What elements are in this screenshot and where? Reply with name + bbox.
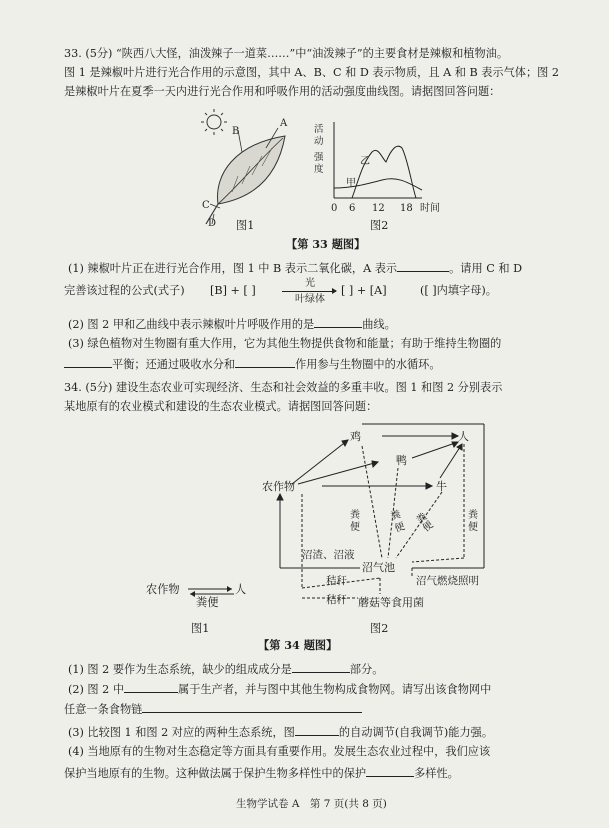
fig2-ylabel-3: 度 bbox=[314, 164, 324, 175]
q34-figure-title: 【第 34 题图】 bbox=[258, 638, 338, 652]
q34-fig1-caption: 图1 bbox=[191, 622, 210, 635]
fig2-xtick-18: 18 bbox=[400, 203, 413, 214]
fig2-xtick-6: 6 bbox=[349, 203, 356, 214]
formula-left: [B] + [ ] bbox=[210, 284, 256, 297]
q34-sub2-text-b: 属于生产者，并与图中其他生物构成食物网。请写出该食物网中 bbox=[178, 683, 492, 696]
q34-sub3-text-a: (3) 比较图 1 和图 2 对应的两种生态系统，图 bbox=[68, 726, 295, 739]
q34-fig2-caption: 图2 bbox=[370, 622, 389, 635]
fig2-xlabel: 时间 bbox=[420, 203, 440, 214]
fig2-node-human: 人 bbox=[458, 430, 469, 443]
fig2-ylabel-0: 活 bbox=[314, 124, 324, 135]
q34-sub2-text-a: (2) 图 2 中 bbox=[68, 683, 125, 696]
fig2-label-light: 沼气燃烧照明 bbox=[416, 575, 479, 587]
q34-sub4-text-c: 多样性。 bbox=[414, 767, 459, 780]
q33-sub1-line bbox=[68, 260, 522, 276]
fig2-label-dung-2a: 粪 bbox=[389, 509, 403, 523]
formula-arrow-top: 光 bbox=[305, 278, 315, 289]
q34-fig1-crop: 农作物 bbox=[146, 583, 180, 596]
q33-sub1-answer-blank[interactable] bbox=[397, 260, 449, 272]
q34-fig1-human: 人 bbox=[235, 583, 247, 596]
q34-sub4-answer-blank[interactable] bbox=[366, 765, 414, 777]
q33-sub1-text-a: (1) 辣椒叶片正在进行光合作用，图 1 中 B 表示二氧化碳，A 表示 bbox=[68, 262, 398, 275]
fig2-label-slag: 沼渣、沼液 bbox=[302, 549, 355, 561]
leaf-label-b: B bbox=[232, 126, 240, 137]
q34-sub4-text-b: 保护当地原有的生物。这种做法属于保护生物多样性中的保护 bbox=[64, 767, 367, 780]
fig2-node-mushroom: 蘑菇等食用菌 bbox=[358, 596, 424, 609]
q33-sub3-text-a: (3) 绿色植物对生物圈有重大作用，它为其他生物提供食物和能量；有助于维持生物圈的 bbox=[68, 337, 502, 350]
fig2-node-biogas: 沼气池 bbox=[362, 561, 395, 574]
q34-sub3-text-b: 的自动调节(自我调节)能力强。 bbox=[338, 726, 494, 739]
page-footer: 生物学试卷 A 第 7 页(共 8 页) bbox=[236, 798, 387, 810]
fig2-label-straw-1: 秸秆 bbox=[326, 575, 347, 587]
q33-fig2-caption: 图2 bbox=[370, 219, 389, 232]
fig2-label-dung-1a: 粪 bbox=[350, 510, 360, 521]
q34-sub4-text-a: (4) 当地原有的生物对生态稳定等方面具有重要作用。发展生态农业过程中，我们应该 bbox=[68, 745, 491, 758]
leaf-label-c: C bbox=[202, 200, 210, 211]
fig2-node-cow: 牛 bbox=[436, 480, 447, 493]
q33-sub2-line bbox=[68, 316, 396, 332]
q34-fig1-dung: 粪便 bbox=[196, 596, 219, 609]
sun-icon bbox=[201, 109, 227, 135]
q34-head: 34. (5分) 建设生态农业可实现经济、生态和社会效益的多重丰收。图 1 和图 2 分别表示 bbox=[64, 381, 503, 394]
fig2-label-straw-2: 秸秆 bbox=[326, 594, 347, 606]
q34-sub2-answer-blank[interactable] bbox=[124, 681, 178, 693]
q33-sub3-text-b: 平衡；还通过吸收水分和 bbox=[112, 358, 236, 371]
q33-sub3-text-c: 作用参与生物圈中的水循环。 bbox=[295, 358, 441, 371]
fig2-node-chicken: 鸡 bbox=[350, 430, 361, 443]
q33-sub1-text-b: 。请用 C 和 D bbox=[449, 262, 523, 275]
fig2-xtick-0: 0 bbox=[331, 203, 338, 214]
q34-sub4-line2 bbox=[64, 765, 459, 781]
q34-food-chain-blank[interactable] bbox=[142, 701, 362, 713]
q34-sub3-line bbox=[68, 724, 493, 740]
q33-sub3-blank-1[interactable] bbox=[64, 356, 112, 368]
q33-line2: 图 1 是辣椒叶片进行光合作用的示意图，其中 A、B、C 和 D 表示物质，且 A 和 B 表示气体；图 2 bbox=[64, 66, 560, 79]
q34-sub1-answer-blank[interactable] bbox=[292, 661, 350, 673]
fig2-curve-yi bbox=[352, 146, 416, 198]
fig2-label-dung-2b: 便 bbox=[393, 521, 407, 535]
formula-arrow-bottom: 叶绿体 bbox=[295, 294, 325, 305]
q33-sub2-answer-blank[interactable] bbox=[314, 316, 362, 328]
q34-sub2-text-c: 任意一条食物链 bbox=[64, 703, 143, 716]
fig2-curve-label-yi: 乙 bbox=[360, 156, 370, 167]
q33-sub1-formula-line bbox=[64, 284, 185, 298]
q33-head: 33. (5分) “陕西八大怪，油泼辣子一道菜……”中“油泼辣子”的主要食材是辣椒和植物油。 bbox=[64, 47, 509, 60]
fig2-label-dung-4a: 粪 bbox=[468, 510, 478, 521]
fig2-label-dung-4b: 便 bbox=[468, 522, 478, 533]
fig2-label-dung-1b: 便 bbox=[350, 522, 360, 533]
formula-note: ([ ]内填字母)。 bbox=[420, 284, 497, 297]
q33-sub1-text-c: 完善该过程的公式(式子) bbox=[64, 284, 185, 297]
q33-figure-title: 【第 33 题图】 bbox=[286, 237, 366, 251]
fig2-ylabel-2: 强 bbox=[314, 152, 324, 163]
formula-arrow bbox=[282, 291, 336, 292]
q33-sub3-blank-2[interactable] bbox=[235, 356, 295, 368]
q33-fig1-caption: 图1 bbox=[236, 219, 255, 232]
fig2-curve-label-jia: 甲 bbox=[346, 178, 356, 189]
q34-sub1-text-b: 部分。 bbox=[349, 663, 384, 676]
q34-sub1-text-a: (1) 图 2 要作为生态系统，缺少的组成成分是 bbox=[68, 663, 292, 676]
fig2-label-dung-3b: 便 bbox=[420, 519, 436, 535]
leaf-label-d: D bbox=[208, 218, 217, 229]
q34-line2: 某地原有的农业模式和建设的生态农业模式。请据图回答问题： bbox=[64, 400, 378, 413]
q33-line3: 是辣椒叶片在夏季一天内进行光合作用和呼吸作用的活动强度曲线图。请据图回答问题： bbox=[64, 85, 501, 98]
q33-fig1-leaf-diagram bbox=[180, 104, 300, 234]
q34-sub1-line bbox=[68, 661, 383, 677]
q34-sub2-line bbox=[68, 681, 491, 697]
fig2-node-duck: 鸭 bbox=[396, 454, 407, 467]
fig2-ylabel-1: 动 bbox=[314, 136, 324, 147]
q33-fig2-curve-chart bbox=[312, 112, 462, 222]
q34-sub2-line2 bbox=[64, 701, 362, 717]
fig2-label-dung-3a: 粪 bbox=[414, 511, 430, 527]
q34-sub3-answer-blank[interactable] bbox=[295, 724, 339, 736]
formula-right: [ ] + [A] bbox=[341, 284, 387, 297]
q33-sub2-text-a: (2) 图 2 甲和乙曲线中表示辣椒叶片呼吸作用的是 bbox=[68, 318, 315, 331]
q33-sub3-line2 bbox=[64, 356, 441, 372]
q34-fig2-eco-diagram bbox=[262, 418, 502, 620]
fig2-node-crop: 农作物 bbox=[262, 480, 295, 493]
leaf-label-a: A bbox=[280, 118, 288, 129]
fig2-xtick-12: 12 bbox=[372, 203, 385, 214]
q33-sub2-text-b: 曲线。 bbox=[362, 318, 396, 331]
